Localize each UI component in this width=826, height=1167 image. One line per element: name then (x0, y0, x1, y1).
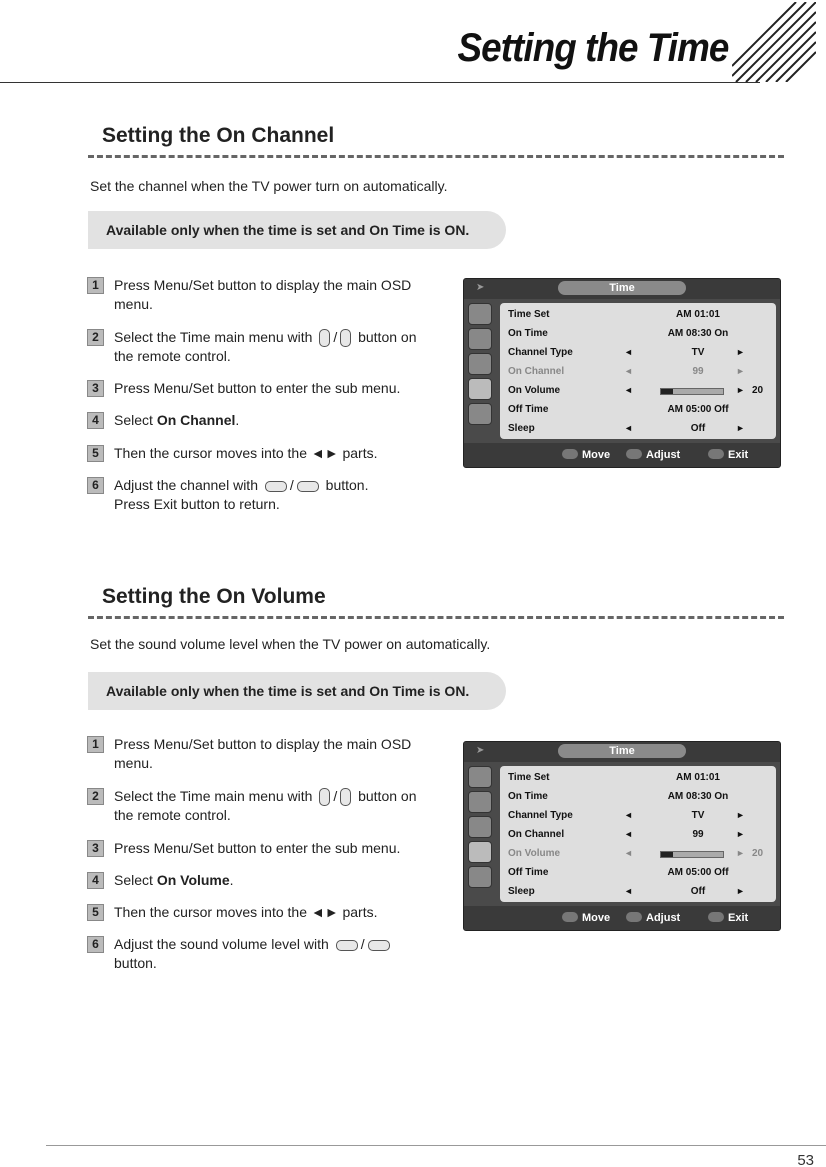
step-item (87, 735, 434, 773)
osd-row (508, 827, 772, 843)
osd-row-value: Off (690, 886, 706, 897)
step-item (87, 411, 434, 430)
step-text: . (229, 872, 234, 888)
osd-row-value: AM 08:30 On (667, 328, 729, 339)
osd-title-bar (464, 279, 780, 299)
osd-row-label: Time Set (508, 772, 550, 783)
osd-screen (463, 741, 781, 931)
sound-icon (468, 328, 492, 350)
osd-row-value: AM 05:00 Off (667, 404, 729, 415)
osd-row-label: Sleep (508, 886, 535, 897)
osd-row-label: Channel Type (508, 810, 573, 821)
step-item: 2 Select the Time main menu with / button on the remote control. (87, 787, 434, 825)
left-button-icon (336, 940, 358, 951)
step-number: 1 (87, 277, 104, 294)
right-arrow-icon: ► (736, 886, 745, 896)
osd-row-value: Off (690, 423, 706, 434)
step-item (87, 379, 434, 398)
osd-row (508, 402, 772, 418)
move-icon (562, 449, 578, 459)
osd-row (508, 307, 772, 323)
osd-row-label: Off Time (508, 404, 549, 415)
move-icon (562, 912, 578, 922)
osd-menu-panel (500, 766, 776, 902)
volume-value: 20 (752, 385, 764, 396)
menu-item-name: On Volume (156, 872, 230, 888)
help-label: Adjust (646, 449, 681, 461)
osd-row (508, 865, 772, 881)
availability-note: Available only when the time is set and On Time is ON. (88, 672, 506, 710)
section-divider (88, 616, 784, 619)
help-label: Exit (728, 449, 749, 461)
left-arrow-icon: ◄ (624, 810, 633, 820)
left-arrow-icon: ◄ (624, 347, 633, 357)
osd-row-label: Channel Type (508, 347, 573, 358)
section-title: Setting the On Volume (102, 585, 326, 608)
right-button-icon (297, 481, 319, 492)
right-arrow-icon: ► (736, 848, 745, 858)
left-arrow-icon: ◄ (624, 848, 633, 858)
volume-bar-fill (661, 389, 673, 394)
volume-bar-fill (661, 852, 673, 857)
page-number: 53 (797, 1152, 814, 1167)
osd-row-selected (508, 846, 772, 862)
help-label: Move (582, 912, 611, 924)
sound-icon (468, 791, 492, 813)
clock-icon (468, 841, 492, 863)
osd-menu-icons (468, 303, 494, 428)
step-text: Then the cursor moves into the ◄► parts. (114, 904, 378, 920)
step-text: Then the cursor moves into the ◄► parts. (114, 445, 378, 461)
step-number: 3 (87, 840, 104, 857)
step-number: 5 (87, 904, 104, 921)
osd-row (508, 421, 772, 437)
osd-row (508, 770, 772, 786)
step-item: 2 Select the Time main menu with / button on the remote control. (87, 328, 434, 366)
left-arrow-icon: ◄ (624, 423, 633, 433)
osd-row-value: TV (691, 347, 705, 358)
step-text: Select (114, 412, 157, 428)
step-item (87, 839, 434, 858)
osd-menu-icons (468, 766, 494, 891)
help-label: Move (582, 449, 611, 461)
osd-tab-title: Time (558, 281, 686, 295)
setup-icon (468, 353, 492, 375)
osd-help-exit (708, 449, 748, 461)
step-number: 2 (87, 788, 104, 805)
osd-row-label: Time Set (508, 309, 550, 320)
step-number: 3 (87, 380, 104, 397)
adjust-icon (626, 449, 642, 459)
section-divider (88, 155, 784, 158)
step-text: button on the remote control. (114, 329, 417, 365)
step-item (87, 903, 434, 922)
step-text: Press Menu/Set button to enter the sub menu. (114, 840, 401, 856)
osd-help-adjust (626, 912, 680, 924)
left-arrow-icon: ◄ (624, 366, 633, 376)
picture-icon (468, 766, 492, 788)
osd-row-label: Off Time (508, 867, 549, 878)
picture-icon (468, 303, 492, 325)
osd-row-label: On Channel (508, 829, 565, 840)
right-arrow-icon: ► (736, 829, 745, 839)
osd-row-selected (508, 364, 772, 380)
exit-icon (708, 912, 724, 922)
osd-help-bar (464, 443, 780, 467)
step-text: Press Menu/Set button to display the main OSD menu. (114, 736, 412, 771)
function-icon (468, 403, 492, 425)
left-arrow-icon: ◄ (624, 385, 633, 395)
step-text: button. (114, 955, 157, 971)
osd-help-adjust (626, 449, 680, 461)
adjust-icon (626, 912, 642, 922)
step-text: Press Menu/Set button to display the main OSD menu. (114, 277, 412, 312)
step-text: Select the Time main menu with (114, 788, 313, 804)
osd-title-bar (464, 742, 780, 762)
right-arrow-icon: ► (736, 366, 745, 376)
osd-row-value: AM 01:01 (676, 772, 720, 783)
osd-row-value: AM 05:00 Off (667, 867, 729, 878)
osd-menu-panel (500, 303, 776, 439)
volume-bar (660, 851, 724, 858)
osd-row-value: AM 08:30 On (667, 791, 729, 802)
function-icon (468, 866, 492, 888)
step-item (87, 276, 434, 314)
osd-help-bar (464, 906, 780, 930)
right-arrow-icon: ► (736, 347, 745, 357)
osd-help-move (562, 449, 610, 461)
clock-icon (468, 378, 492, 400)
left-arrow-icon: ◄ (624, 886, 633, 896)
osd-row-value: 99 (692, 829, 704, 840)
up-button-icon (319, 788, 330, 806)
left-button-icon (265, 481, 287, 492)
menu-item-name: On Channel (156, 412, 236, 428)
step-number: 4 (87, 412, 104, 429)
osd-row-value: AM 01:01 (676, 309, 720, 320)
down-button-icon (340, 788, 351, 806)
osd-row (508, 884, 772, 900)
step-text: Select (114, 872, 157, 888)
help-label: Exit (728, 912, 749, 924)
step-text: Adjust the channel with (114, 477, 258, 493)
step-number: 6 (87, 477, 104, 494)
osd-row-label: Sleep (508, 423, 535, 434)
right-arrow-icon: ► (736, 810, 745, 820)
osd-row-value: 99 (692, 366, 704, 377)
exit-icon (708, 449, 724, 459)
section-intro: Set the channel when the TV power turn on automatically. (90, 178, 448, 194)
osd-help-move (562, 912, 610, 924)
volume-value: 20 (752, 848, 764, 859)
step-item (87, 444, 434, 463)
arrow-icon: ➤ (476, 282, 485, 293)
right-arrow-icon: ► (736, 423, 745, 433)
footer-rule (46, 1145, 826, 1146)
osd-row-label: On Channel (508, 366, 565, 377)
arrow-icon: ➤ (476, 745, 485, 756)
left-arrow-icon: ◄ (624, 829, 633, 839)
step-number: 6 (87, 936, 104, 953)
osd-row-label: On Volume (508, 385, 561, 396)
osd-tab-title: Time (558, 744, 686, 758)
availability-note: Available only when the time is set and On Time is ON. (88, 211, 506, 249)
up-button-icon (319, 329, 330, 347)
help-label: Adjust (646, 912, 681, 924)
osd-row (508, 326, 772, 342)
step-number: 5 (87, 445, 104, 462)
step-item: 6 Adjust the channel with / button. Press Exit button to return. (87, 476, 434, 514)
step-number: 4 (87, 872, 104, 889)
step-text: button. (325, 477, 369, 493)
volume-bar (660, 388, 724, 395)
step-item (87, 871, 434, 890)
step-text: Press Exit button to return. (114, 496, 280, 512)
step-text: . (235, 412, 240, 428)
osd-row (508, 345, 772, 361)
osd-screen (463, 278, 781, 468)
page-title: Setting the Time (457, 26, 728, 70)
step-text: button on the remote control. (114, 788, 417, 824)
osd-help-exit (708, 912, 748, 924)
right-button-icon (368, 940, 390, 951)
section-intro: Set the sound volume level when the TV power on automatically. (90, 636, 491, 652)
header-rule (0, 82, 760, 83)
step-item: 6 Adjust the sound volume level with / button. (87, 935, 434, 973)
setup-icon (468, 816, 492, 838)
osd-row (508, 808, 772, 824)
step-text: Adjust the sound volume level with (114, 936, 329, 952)
osd-row-label: On Time (508, 791, 548, 802)
osd-row-value: TV (691, 810, 705, 821)
section-title: Setting the On Channel (102, 124, 335, 147)
osd-row-label: On Volume (508, 848, 561, 859)
step-number: 1 (87, 736, 104, 753)
step-text: Press Menu/Set button to enter the sub menu. (114, 380, 401, 396)
osd-row (508, 789, 772, 805)
down-button-icon (340, 329, 351, 347)
osd-row-label: On Time (508, 328, 548, 339)
step-text: Select the Time main menu with (114, 329, 313, 345)
osd-row (508, 383, 772, 399)
step-number: 2 (87, 329, 104, 346)
right-arrow-icon: ► (736, 385, 745, 395)
hatch-decoration (732, 2, 816, 82)
